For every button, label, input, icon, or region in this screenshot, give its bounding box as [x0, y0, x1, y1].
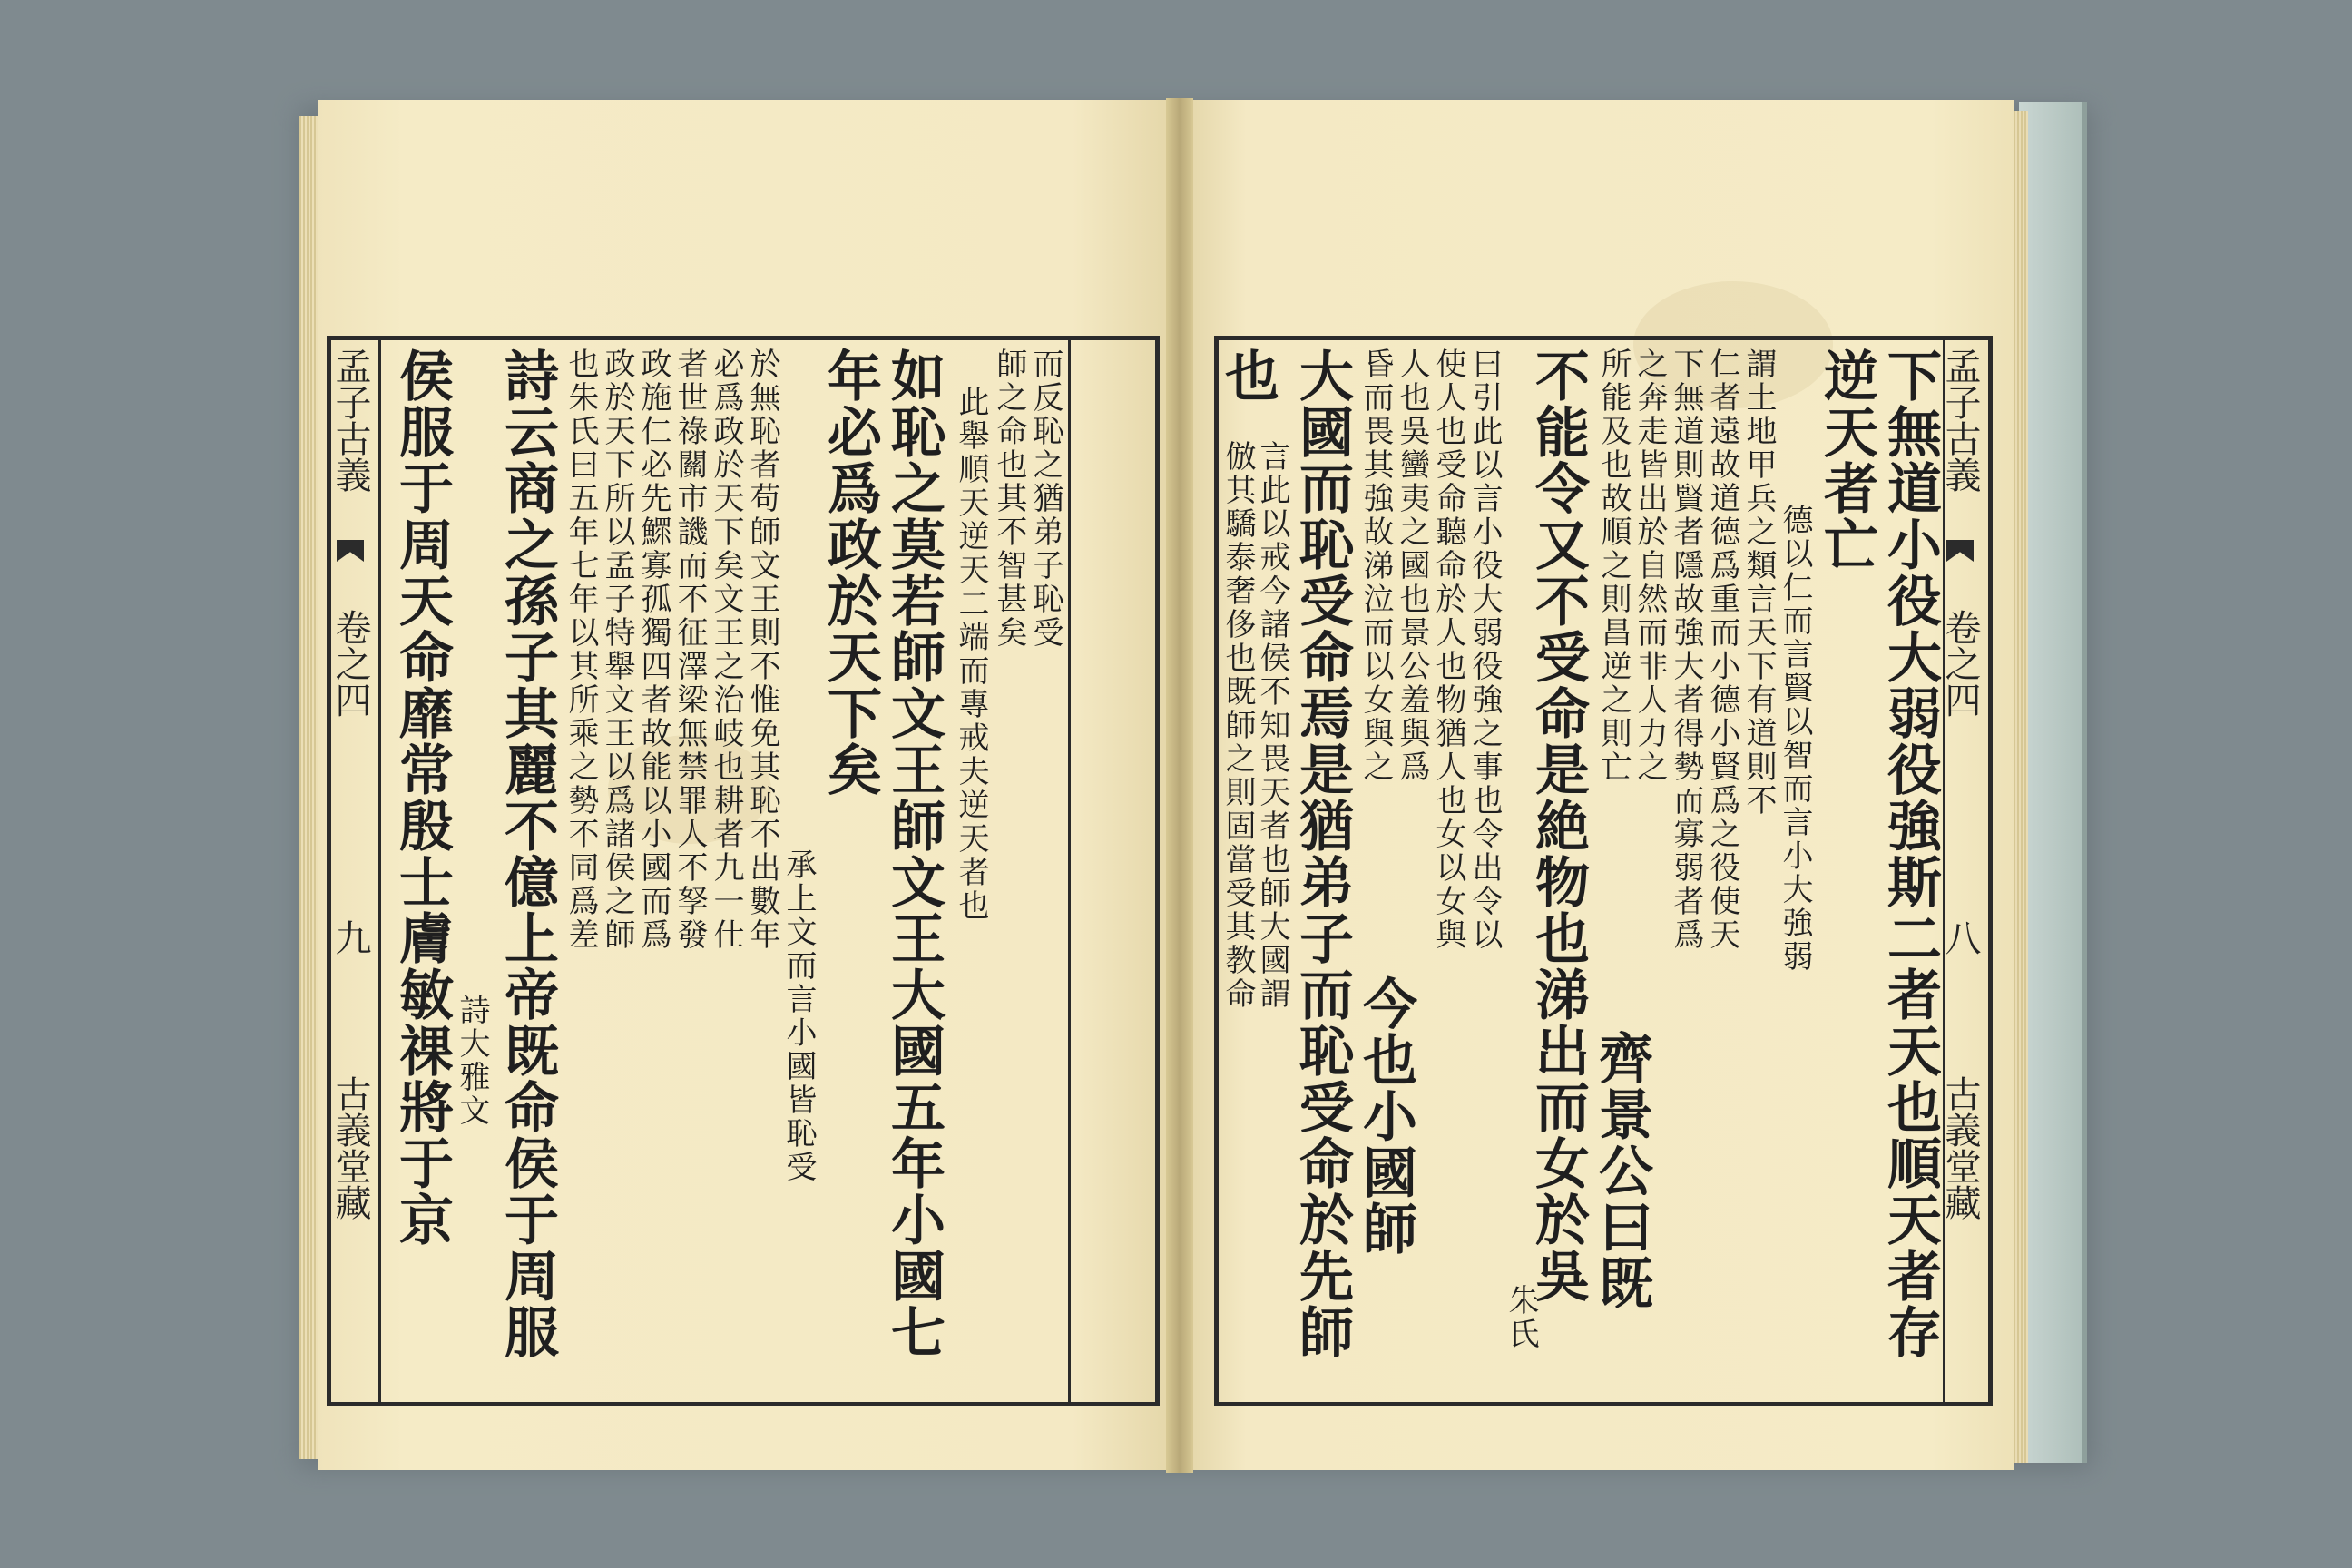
margin-publisher: 古義堂藏: [1939, 1075, 1981, 1220]
text-column: 不能令又不受命是絶物也涕出而女於吳: [1526, 348, 1590, 1304]
text-column: 倣其驕泰奢侈也既師之則固當受其教命: [1220, 440, 1256, 1011]
text-column: 德以仁而言賢以智而言小大強弱: [1777, 504, 1813, 974]
fish-tail-mark-icon: [337, 540, 364, 562]
text-column: 今也小國師: [1354, 975, 1417, 1257]
margin-title: 孟子古義: [1939, 348, 1981, 493]
text-column: 昏而畏其強故涕泣而以女與之: [1357, 348, 1394, 784]
text-column: 承上文而言小國皆恥受: [780, 848, 817, 1184]
text-column: 必爲政於天下矣文王之治岐也耕者九一仕: [708, 348, 744, 952]
text-column: 使人也受命聽命於人也物猶人也女以女與: [1430, 348, 1466, 952]
margin-publisher: 古義堂藏: [329, 1075, 371, 1220]
left-text-block: [327, 336, 1160, 1406]
margin-volume: 卷之四: [1939, 609, 1981, 718]
margin-volume: 卷之四: [329, 609, 371, 718]
book-gutter: [1166, 98, 1193, 1473]
text-column: 下無道小役大弱役強斯二者天也順天者存: [1878, 348, 1942, 1360]
text-column: 侯服于周天命靡常殷士膚敏祼將于京: [390, 348, 454, 1248]
text-column: 年必爲政於天下矣: [818, 348, 882, 798]
text-column: 此舉順天逆天二端而專戒夫逆天者也: [953, 386, 989, 923]
column-rule: [1068, 340, 1071, 1402]
text-column: 政於天下所以孟子特舉文王以爲諸侯之師: [599, 348, 635, 952]
book-cover-edge: [2019, 102, 2087, 1463]
margin-rule: [378, 340, 381, 1402]
text-column: 於無恥者苟師文王則不惟免其恥不出數年: [744, 348, 780, 952]
text-column: 言此以戒今諸侯不知畏天者也師大國謂: [1254, 440, 1290, 1011]
text-column: 仁者遠故道德爲重而小德小賢爲之役使天: [1704, 348, 1740, 952]
fish-tail-mark-icon: [1946, 540, 1974, 562]
text-column: 齊景公曰既: [1590, 1030, 1653, 1311]
text-column: 曰引此以言小役大弱役強之事也令出令以: [1466, 348, 1503, 952]
text-column: 而反恥之猶弟子恥受: [1027, 348, 1063, 650]
text-column: 之奔走皆出於自然而非人力之: [1632, 348, 1668, 784]
text-column: 也朱氏曰五年七年以其所乘之勢不同爲差: [563, 348, 599, 952]
text-column: 師之命也其不智甚矣: [991, 348, 1027, 650]
left-page-margin: [329, 348, 377, 1395]
margin-folio: 八: [1939, 919, 1981, 956]
text-column: 大國而恥受命焉是猶弟子而恥受命於先師: [1290, 348, 1354, 1360]
text-column: 謂土地甲兵之類言天下有道則不: [1740, 348, 1777, 818]
text-column: 詩云商之孫子其麗不億上帝既命侯于周服: [495, 348, 559, 1360]
text-column: 者世祿關市譏而不征澤梁無禁罪人不孥發: [671, 348, 708, 952]
right-text-block: [1214, 336, 1993, 1406]
text-column: 詩大雅文: [454, 994, 490, 1128]
right-page-margin: [1939, 348, 1986, 1395]
margin-title: 孟子古義: [329, 348, 371, 493]
text-column: 朱氏: [1503, 1284, 1539, 1351]
text-column: 所能及也故順之則昌逆之則亡: [1595, 348, 1632, 784]
text-column: 逆天者亡: [1815, 348, 1878, 573]
margin-folio: 九: [329, 919, 371, 956]
text-column: 政施仁必先鰥寡孤獨四者故能以小國而爲: [635, 348, 671, 952]
text-column: 如恥之莫若師文王師文王大國五年小國七: [882, 348, 946, 1360]
text-column: 也: [1216, 348, 1279, 404]
text-column: 下無道則賢者隱故強大者得勢而寡弱者爲: [1668, 348, 1704, 952]
text-column: 人也吳蠻夷之國也景公羞與爲: [1394, 348, 1430, 784]
